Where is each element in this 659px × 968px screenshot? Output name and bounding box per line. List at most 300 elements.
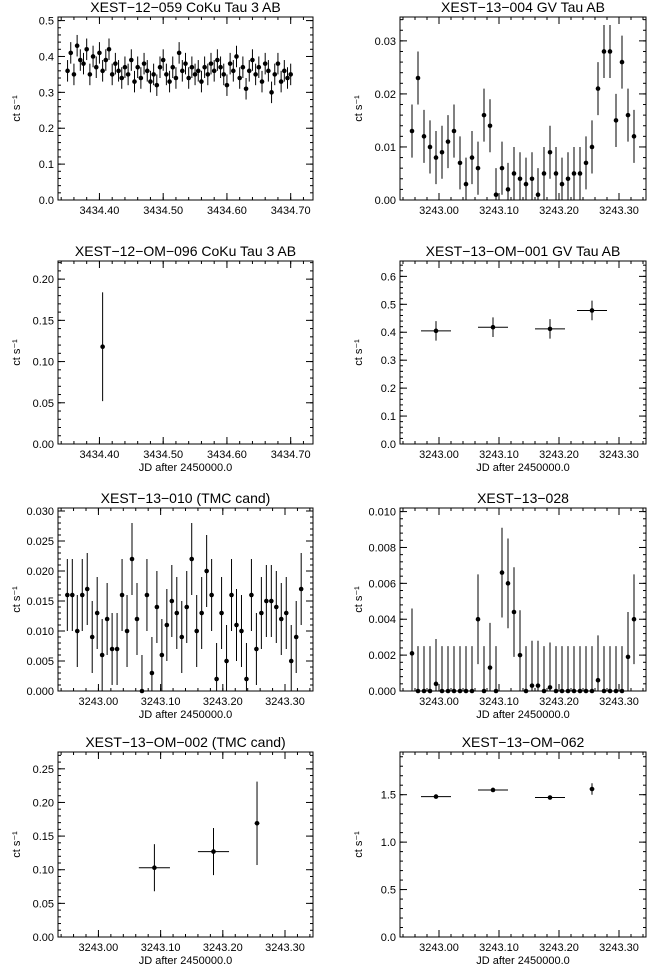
data-point <box>276 61 281 66</box>
plot-frame <box>400 17 646 200</box>
data-point <box>193 72 198 77</box>
data-point <box>158 65 163 70</box>
data-point <box>542 171 547 176</box>
data-point <box>506 581 511 586</box>
x-tick-label: 3243.00 <box>419 942 459 954</box>
data-point <box>578 171 583 176</box>
data-point <box>440 150 445 155</box>
data-point <box>150 671 155 676</box>
data-point <box>164 72 169 77</box>
data-point <box>72 72 77 77</box>
data-point <box>155 83 160 88</box>
x-tick-label: 3243.10 <box>479 696 519 708</box>
y-axis-label: ct s⁻¹ <box>353 95 365 122</box>
x-tick-label: 3434.40 <box>79 205 120 217</box>
data-point <box>179 635 184 640</box>
data-point <box>119 76 124 81</box>
panel-xest-13-010 <box>11 490 313 721</box>
data-point <box>239 629 244 634</box>
data-point <box>260 79 265 84</box>
data-point <box>500 166 505 171</box>
panel-xest-13-004 <box>353 0 646 217</box>
chart-title: XEST−13−OM−062 <box>461 734 585 750</box>
data-point <box>113 61 118 66</box>
y-tick-label: 0.004 <box>368 614 396 627</box>
data-point <box>554 689 559 694</box>
data-point <box>165 623 170 628</box>
y-tick-label: 0.4 <box>38 51 54 64</box>
y-axis-label: ct s⁻¹ <box>11 339 23 366</box>
data-point <box>590 145 595 150</box>
x-tick-label: 3243.30 <box>265 696 305 708</box>
x-tick-label: 3434.70 <box>270 205 311 217</box>
data-point <box>285 76 290 81</box>
data-point <box>452 689 457 694</box>
x-tick-label: 3434.50 <box>143 449 184 461</box>
data-point <box>566 176 571 181</box>
data-point <box>524 182 529 187</box>
data-point <box>229 593 234 598</box>
data-point <box>129 58 134 63</box>
data-point <box>130 557 135 562</box>
x-tick-label: 3243.10 <box>479 449 519 461</box>
chart-title: XEST−13−028 <box>477 490 569 506</box>
data-point <box>554 171 559 176</box>
panel-xest-13-om-002 <box>11 734 313 967</box>
data-point <box>548 685 553 690</box>
x-tick-label: 3243.00 <box>419 449 459 461</box>
data-point <box>247 69 252 74</box>
y-tick-label: 0.15 <box>32 315 54 328</box>
data-point <box>204 569 209 574</box>
y-tick-label: 0.3 <box>380 355 396 368</box>
y-axis-label: ct s⁻¹ <box>11 831 23 858</box>
y-tick-label: 0.02 <box>374 88 396 101</box>
data-point <box>428 689 433 694</box>
x-tick-label: 3243.30 <box>599 696 639 708</box>
y-tick-label: 0.1 <box>380 411 396 424</box>
data-point <box>177 51 182 56</box>
data-point <box>422 689 427 694</box>
x-axis-label: JD after 2450000.0 <box>138 462 233 474</box>
chart-title: XEST−12−OM−096 CoKu Tau 3 AB <box>74 243 297 259</box>
data-point <box>476 617 481 622</box>
data-point <box>190 65 195 70</box>
data-point <box>135 65 140 70</box>
chart-title: XEST−12−059 CoKu Tau 3 AB <box>90 0 281 15</box>
data-point <box>434 794 439 799</box>
data-point <box>70 593 75 598</box>
data-point <box>228 61 233 66</box>
data-point <box>123 65 128 70</box>
data-point <box>167 79 172 84</box>
data-point <box>596 86 601 91</box>
data-point <box>196 69 201 74</box>
data-point <box>78 58 83 63</box>
data-point <box>110 72 115 77</box>
y-axis-label: ct s⁻¹ <box>353 586 365 613</box>
data-point <box>446 689 451 694</box>
y-tick-label: 0.5 <box>380 299 396 312</box>
data-point <box>186 76 191 81</box>
y-tick-label: 0.01 <box>374 141 396 154</box>
data-point <box>269 599 274 604</box>
x-tick-label: 3243.10 <box>140 942 181 954</box>
data-point <box>518 176 523 181</box>
data-point <box>234 54 239 59</box>
y-tick-label: 0.1 <box>38 159 54 172</box>
data-point <box>282 69 287 74</box>
data-point <box>215 58 220 63</box>
data-point <box>180 69 185 74</box>
data-point <box>470 689 475 694</box>
panel-xest-12-059 <box>11 0 313 217</box>
data-point <box>259 611 264 616</box>
y-tick-label: 0.006 <box>368 578 396 591</box>
y-tick-label: 0.000 <box>26 686 54 698</box>
data-point <box>65 69 70 74</box>
y-tick-label: 0.025 <box>26 536 54 548</box>
plot-frame <box>58 17 313 200</box>
data-point <box>244 677 249 682</box>
plot-frame <box>58 261 313 444</box>
data-point <box>152 865 157 870</box>
x-tick-label: 3243.30 <box>265 942 305 954</box>
data-point <box>237 76 242 81</box>
x-axis-label: JD after 2450000.0 <box>476 955 570 967</box>
data-point <box>212 69 217 74</box>
data-point <box>183 61 188 66</box>
y-tick-label: 0.5 <box>380 884 396 897</box>
data-point <box>548 327 553 332</box>
x-tick-label: 3243.20 <box>539 696 579 708</box>
panel-xest-13-om-062 <box>353 734 646 967</box>
data-point <box>148 79 153 84</box>
data-point <box>518 653 523 658</box>
x-tick-label: 3243.30 <box>599 449 639 461</box>
x-tick-label: 3434.40 <box>79 449 120 461</box>
data-point <box>410 129 415 134</box>
y-tick-label: 0.20 <box>32 797 54 810</box>
data-point <box>614 689 619 694</box>
data-point <box>104 58 109 63</box>
data-point <box>174 76 179 81</box>
x-tick-label: 3243.10 <box>140 696 181 708</box>
data-point <box>488 123 493 128</box>
data-point <box>512 171 517 176</box>
data-point <box>244 86 249 91</box>
data-point <box>100 69 105 74</box>
data-point <box>211 849 216 854</box>
y-axis-label: ct s⁻¹ <box>11 586 23 613</box>
data-point <box>632 134 637 139</box>
data-point <box>249 593 254 598</box>
data-point <box>116 69 121 74</box>
data-point <box>602 49 607 54</box>
x-tick-label: 3243.30 <box>599 205 639 217</box>
y-tick-label: 0.03 <box>374 35 396 48</box>
data-point <box>284 611 289 616</box>
data-point <box>288 72 293 77</box>
chart-title: XEST−13−004 GV Tau AB <box>441 0 605 15</box>
data-point <box>548 795 553 800</box>
data-point <box>542 689 547 694</box>
data-point <box>548 150 553 155</box>
data-point <box>452 129 457 134</box>
y-tick-label: 0.015 <box>26 596 54 608</box>
data-point <box>151 72 156 77</box>
y-tick-label: 0.00 <box>32 932 54 944</box>
data-point <box>214 677 219 682</box>
data-point <box>602 689 607 694</box>
y-axis-label: ct s⁻¹ <box>353 339 365 366</box>
data-point <box>263 61 268 66</box>
x-axis-label: JD after 2450000.0 <box>476 709 570 721</box>
x-tick-label: 3243.00 <box>78 696 119 708</box>
y-tick-label: 0.0 <box>380 439 396 451</box>
data-point <box>68 51 73 56</box>
x-tick-label: 3434.70 <box>270 449 311 461</box>
data-point <box>530 683 535 688</box>
data-point <box>626 113 631 118</box>
data-point <box>94 65 99 70</box>
data-point <box>95 611 100 616</box>
panel-xest-12-om-096 <box>11 243 313 474</box>
y-tick-label: 0.008 <box>368 542 396 555</box>
y-tick-label: 0.10 <box>32 864 54 877</box>
x-tick-label: 3434.60 <box>207 205 247 217</box>
x-axis-label: JD after 2450000.0 <box>138 955 233 967</box>
y-tick-label: 0.0 <box>38 195 54 207</box>
data-point <box>458 161 463 166</box>
data-point <box>596 678 601 683</box>
x-tick-label: 3243.10 <box>479 205 519 217</box>
y-tick-label: 0.5 <box>38 15 54 28</box>
chart-title: XEST−13−010 (TMC cand) <box>100 490 271 506</box>
y-tick-label: 0.00 <box>32 439 54 451</box>
x-tick-label: 3243.30 <box>599 942 639 954</box>
data-point <box>524 689 529 694</box>
y-tick-label: 0.4 <box>380 327 396 340</box>
data-point <box>428 145 433 150</box>
data-point <box>81 61 86 66</box>
data-point <box>209 593 214 598</box>
data-point <box>620 60 625 65</box>
data-point <box>115 647 120 652</box>
y-tick-label: 0.020 <box>26 566 54 578</box>
data-point <box>257 65 262 70</box>
data-point <box>255 821 260 826</box>
data-point <box>125 629 130 634</box>
data-point <box>274 605 279 610</box>
data-point <box>161 58 166 63</box>
y-tick-label: 0.005 <box>26 656 54 668</box>
y-tick-label: 0.2 <box>380 383 396 396</box>
plot-frame <box>58 508 313 691</box>
plot-frame <box>58 752 313 937</box>
data-point <box>279 617 284 622</box>
data-point <box>199 611 204 616</box>
data-point <box>614 118 619 123</box>
data-point <box>90 635 95 640</box>
data-point <box>416 689 421 694</box>
data-point <box>608 689 613 694</box>
data-point <box>160 653 165 658</box>
y-tick-label: 1.0 <box>380 837 396 850</box>
y-tick-label: 0.00 <box>374 195 396 207</box>
x-tick-label: 3243.00 <box>419 205 459 217</box>
data-point <box>105 617 110 622</box>
data-point <box>135 617 140 622</box>
plot-frame <box>400 752 646 937</box>
data-point <box>434 329 439 334</box>
y-tick-label: 0.3 <box>38 87 54 100</box>
chart-title: XEST−13−OM−001 GV Tau AB <box>425 243 621 259</box>
x-tick-label: 3243.00 <box>78 942 119 954</box>
data-point <box>446 139 451 144</box>
panel-xest-13-028 <box>353 490 646 721</box>
data-point <box>530 176 535 181</box>
y-tick-label: 0.2 <box>38 123 54 136</box>
chart-title: XEST−13−OM−002 (TMC cand) <box>85 734 286 750</box>
data-point <box>620 689 625 694</box>
data-point <box>202 65 207 70</box>
data-point <box>506 187 511 192</box>
y-tick-label: 0.030 <box>26 506 54 518</box>
y-axis-label: ct s⁻¹ <box>11 95 23 122</box>
data-point <box>88 72 93 77</box>
data-point <box>84 47 89 52</box>
plot-frame <box>400 261 646 444</box>
data-point <box>194 629 199 634</box>
data-point <box>155 605 160 610</box>
data-point <box>294 635 299 640</box>
y-tick-label: 0.010 <box>26 626 54 638</box>
data-point <box>65 593 70 598</box>
data-point <box>132 79 137 84</box>
data-point <box>299 587 304 592</box>
data-point <box>80 593 85 598</box>
data-point <box>266 69 271 74</box>
data-point <box>139 76 144 81</box>
data-point <box>494 192 499 197</box>
y-tick-label: 0.05 <box>32 898 54 911</box>
data-point <box>464 689 469 694</box>
data-point <box>422 134 427 139</box>
x-tick-label: 3243.00 <box>419 696 459 708</box>
data-point <box>206 72 211 77</box>
data-point <box>572 171 577 176</box>
plot-frame <box>400 508 646 691</box>
x-tick-label: 3243.20 <box>202 942 243 954</box>
data-point <box>100 344 105 349</box>
data-point <box>410 651 415 656</box>
y-tick-label: 0.25 <box>32 763 54 776</box>
data-point <box>632 617 637 622</box>
y-tick-label: 0.05 <box>32 397 54 410</box>
y-tick-label: 0.15 <box>32 831 54 844</box>
data-point <box>145 69 150 74</box>
data-point <box>578 689 583 694</box>
x-tick-label: 3243.10 <box>479 942 519 954</box>
data-point <box>107 47 112 52</box>
data-point <box>279 79 284 84</box>
data-point <box>85 587 90 592</box>
data-point <box>189 557 194 562</box>
data-point <box>482 689 487 694</box>
data-point <box>234 623 239 628</box>
data-point <box>512 610 517 615</box>
x-tick-label: 3243.20 <box>539 449 579 461</box>
x-tick-label: 3434.50 <box>143 205 184 217</box>
y-axis-label: ct s⁻¹ <box>353 831 365 858</box>
data-point <box>174 611 179 616</box>
data-point <box>142 61 147 66</box>
data-point <box>584 161 589 166</box>
data-point <box>241 65 246 70</box>
data-point <box>209 61 214 66</box>
data-point <box>500 570 505 575</box>
data-point <box>145 593 150 598</box>
data-point <box>120 593 125 598</box>
data-point <box>476 166 481 171</box>
data-point <box>458 689 463 694</box>
data-point <box>491 788 496 793</box>
data-point <box>75 629 80 634</box>
data-point <box>488 665 493 670</box>
data-point <box>434 155 439 160</box>
data-point <box>470 155 475 160</box>
data-point <box>272 72 277 77</box>
data-point <box>126 72 131 77</box>
x-axis-label: JD after 2450000.0 <box>476 462 570 474</box>
y-tick-label: 0.10 <box>32 356 54 369</box>
x-tick-label: 3243.20 <box>539 942 579 954</box>
y-tick-label: 0.010 <box>368 506 396 519</box>
data-point <box>536 192 541 197</box>
data-point <box>464 182 469 187</box>
data-point <box>536 683 541 688</box>
data-point <box>75 43 80 48</box>
data-point <box>590 787 595 792</box>
y-tick-label: 0.000 <box>368 686 396 698</box>
data-point <box>590 308 595 313</box>
data-point <box>482 113 487 118</box>
data-point <box>253 72 258 77</box>
data-point <box>494 689 499 694</box>
y-tick-label: 0.6 <box>380 271 396 284</box>
data-point <box>221 72 226 77</box>
data-point <box>434 682 439 687</box>
data-point <box>440 689 445 694</box>
x-tick-label: 3243.20 <box>202 696 243 708</box>
data-point <box>91 54 96 59</box>
data-point <box>572 689 577 694</box>
data-point <box>231 69 236 74</box>
data-point <box>269 90 274 95</box>
data-point <box>110 647 115 652</box>
data-point <box>254 647 259 652</box>
data-point <box>225 83 230 88</box>
x-tick-label: 3243.20 <box>539 205 579 217</box>
data-point <box>560 689 565 694</box>
data-point <box>170 599 175 604</box>
data-point <box>199 79 204 84</box>
data-point <box>170 65 175 70</box>
data-point <box>184 605 189 610</box>
data-point <box>97 51 102 56</box>
data-point <box>140 689 145 694</box>
